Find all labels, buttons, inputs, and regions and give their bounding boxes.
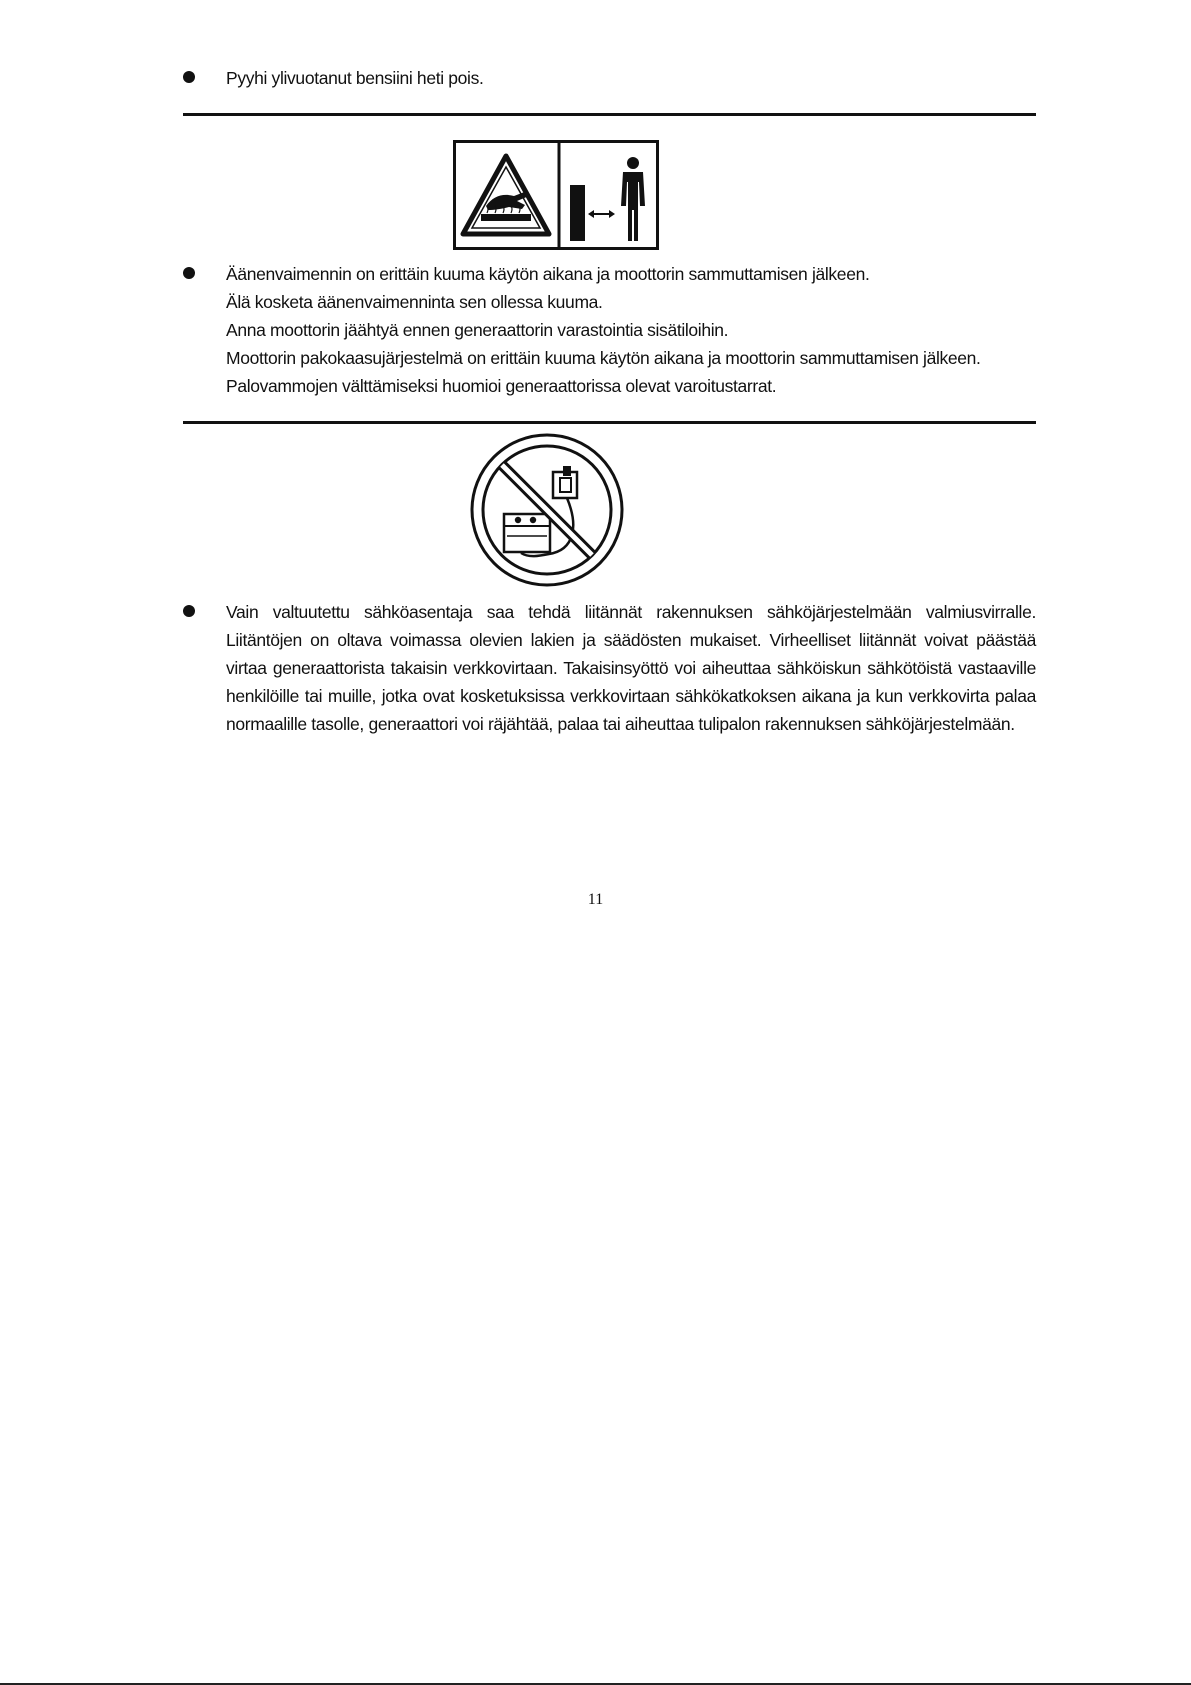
muffler-line-1: Äänenvaimennin on erittäin kuuma käytön aikana ja moottorin sammuttamisen jälkeen. (226, 264, 870, 284)
bullet-item-connection (183, 598, 1036, 738)
bullet-icon (183, 605, 195, 617)
muffler-line-4: Moottorin pakokaasujärjestelmä on erittäin kuuma käytön aikana ja moottorin sammuttamisen jälkeen. (226, 348, 981, 368)
hot-surface-label (453, 140, 659, 250)
muffler-line-5: Palovammojen välttämiseksi huomioi generaattorissa olevat varoitustarrat. (226, 376, 777, 396)
page-number: 11 (587, 891, 604, 908)
bullet-icon (183, 71, 195, 83)
divider-rule (183, 421, 1036, 424)
muffler-line-3: Anna moottorin jäähtyä ennen generaattorin varastointia sisätiloihin. (226, 320, 729, 340)
connection-paragraph: Vain valtuutettu sähköasentaja saa tehdä liitännät rakennuksen sähköjärjestelmään valmiusvirralle. Liitäntöjen on oltava voimassa olevien lakien ja säädösten mukaiset. Virheelliset liitännät voivat päästää virtaa generaattorista takaisin verkkovirtaan. Takaisinsyöttö voi aiheuttaa sähköiskun sähkötöistä vastaaville henkilöille tai muille, jotka ovat kosketuksissa verkkovirtaan sähkökatkoksen aikana ja kun verkkovirta palaa normaalille tasolle, generaattori voi räjähtää, palaa tai aiheuttaa tulipalon rakennuksen sähköjärjestelmään. (226, 602, 1036, 734)
bullet-icon (183, 267, 195, 279)
bullet-item-spill (183, 64, 1036, 92)
no-mains-connection-icon (469, 432, 625, 588)
muffler-line-2: Älä kosketa äänenvaimenninta sen ollessa kuuma. (226, 292, 603, 312)
bullet-item-muffler (183, 260, 1036, 400)
spill-text: Pyyhi ylivuotanut bensiini heti pois. (226, 68, 484, 88)
divider-rule (183, 113, 1036, 116)
